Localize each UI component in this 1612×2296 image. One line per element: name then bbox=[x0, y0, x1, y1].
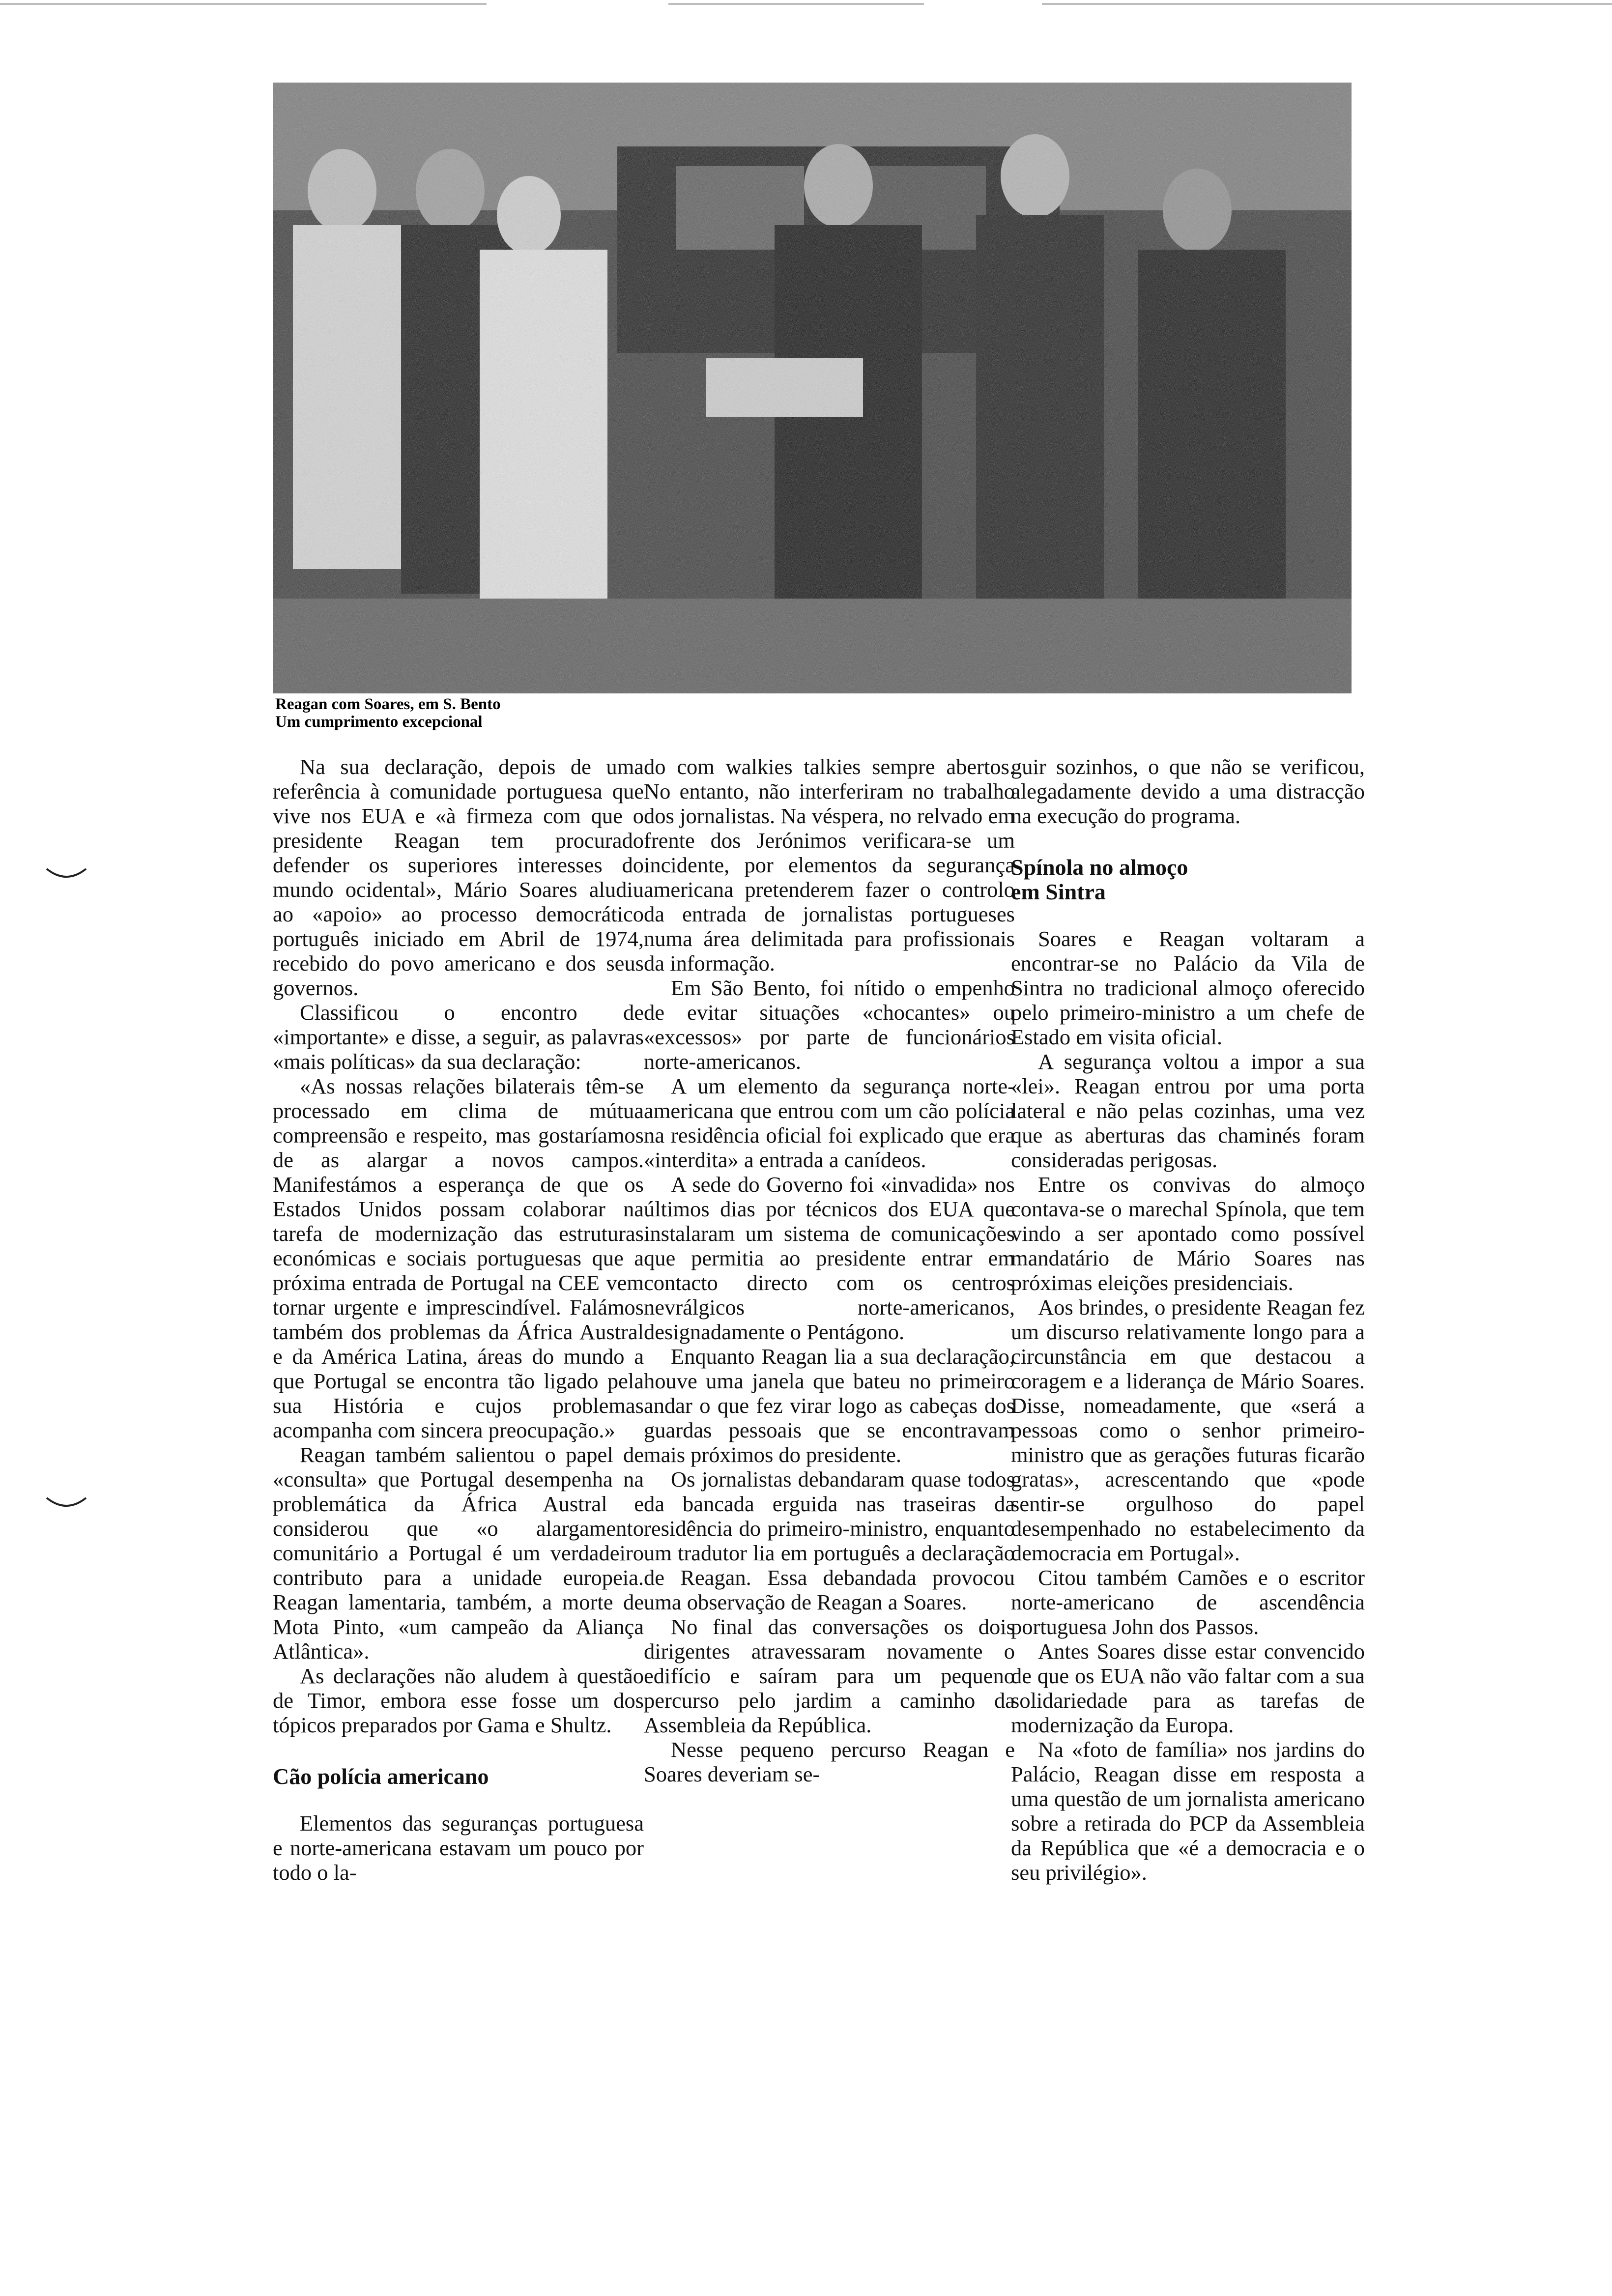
article-paragraph: Entre os convivas do almoço contava-se o marechal Spínola, que tem vindo a ser apontado como possível mandatário de Mário Soares nas próximas eleições presidenciais. bbox=[1011, 1172, 1365, 1295]
article-paragraph: Reagan também salientou o papel de «consulta» que Portugal desempenha na problemática da África Austral e considerou que «o alargamento comunitário a Portugal é um verdadeiro contributo para a unidade europeia. Reagan lamentaria, também, a morte de Mota Pinto, «um campeão da Aliança Atlântica». bbox=[273, 1442, 644, 1664]
scan-border-line bbox=[0, 3, 487, 5]
article-paragraph: A sede do Governo foi «invadida» nos últimos dias por técnicos dos EUA que instalaram um sistema de comunicações que permitia ao presidente entrar em contacto directo com os centros nevrálgicos norte-americanos, designadamente o Pentágono. bbox=[644, 1172, 1015, 1344]
photo-illustration bbox=[273, 83, 1352, 693]
heading-line: em Sintra bbox=[1011, 879, 1106, 904]
article-column-2 bbox=[644, 754, 1015, 1786]
article-paragraph: Citou também Camões e o escritor norte-americano de ascendência portuguesa John dos Passos. bbox=[1011, 1565, 1365, 1639]
article-paragraph: Na «foto de família» nos jardins do Palácio, Reagan disse em resposta a uma questão de um jornalista americano sobre a retirada do PCP da Assembleia da República que «é a democracia e o seu privilégio». bbox=[1011, 1737, 1365, 1885]
article-paragraph-continued: do com walkies talkies sempre abertos. No entanto, não interferiram no trabalho dos jornalistas. Na véspera, no relvado em frente dos Jerónimos verificara-se um incidente, por elementos da segurança americana pretenderem fazer o controlo da entrada de jornalistas portugueses numa área delimitada para profissionais da informação. bbox=[644, 754, 1015, 976]
news-photo bbox=[273, 83, 1352, 693]
article-paragraph: Nesse pequeno percurso Reagan e Soares deveriam se- bbox=[644, 1737, 1015, 1786]
article-paragraph: Em São Bento, foi nítido o empenho de evitar situações «chocantes» ou «excessos» por parte de funcionários norte-americanos. bbox=[644, 976, 1015, 1074]
article-paragraph: Elementos das seguranças portuguesa e norte-americana estavam um pouco por todo o la- bbox=[273, 1811, 644, 1885]
punch-hole-mark bbox=[44, 1494, 88, 1514]
article-paragraph: Enquanto Reagan lia a sua declaração, houve uma janela que bateu no primeiro andar o que fez virar logo as cabeças dos guardas pessoais que se encontravam mais próximos do presidente. bbox=[644, 1344, 1015, 1467]
scan-border-line bbox=[668, 3, 924, 5]
scan-border-line bbox=[1042, 3, 1612, 5]
article-column-1 bbox=[273, 754, 644, 1885]
article-paragraph: Os jornalistas debandaram quase todos da bancada erguida nas traseiras da residência do primeiro-ministro, enquanto um tradutor lia em português a declaração de Reagan. Essa debandada provocou uma observação de Reagan a Soares. bbox=[644, 1467, 1015, 1614]
article-paragraph: No final das conversações os dois dirigentes atravessaram novamente o edifício e saíram para um pequeno percurso pelo jardim a caminho da Assembleia da República. bbox=[644, 1614, 1015, 1737]
article-paragraph: Na sua declaração, depois de uma referência à comunidade portuguesa que vive nos EUA e «à firmeza com que o presidente Reagan tem procurado defender os superiores interesses do mundo ocidental», Mário Soares aludiu ao «apoio» ao processo democrático português iniciado em Abril de 1974, recebido do povo americano e dos seus governos. bbox=[273, 754, 644, 1000]
article-paragraph: Classificou o encontro de «importante» e disse, a seguir, as palavras «mais políticas» da sua declaração: bbox=[273, 1000, 644, 1074]
article-paragraph: Soares e Reagan voltaram a encontrar-se no Palácio da Vila de Sintra no tradicional almoço oferecido pelo primeiro-ministro a um chefe de Estado em visita oficial. bbox=[1011, 926, 1365, 1049]
article-paragraph: Antes Soares disse estar convencido de que os EUA não vão faltar com a sua solidariedade para as tarefas de modernização da Europa. bbox=[1011, 1639, 1365, 1737]
caption-line: Um cumprimento excepcional bbox=[275, 713, 483, 731]
section-heading bbox=[1011, 855, 1365, 904]
article-paragraph-continued: guir sozinhos, o que não se verificou, alegadamente devido a uma distracção na execução do programa. bbox=[1011, 754, 1365, 828]
punch-hole-mark bbox=[44, 865, 88, 885]
photo-caption bbox=[275, 695, 718, 731]
caption-line: Reagan com Soares, em S. Bento bbox=[275, 695, 501, 713]
article-paragraph: A segurança voltou a impor a sua «lei». Reagan entrou por uma porta lateral e não pelas cozinhas, uma vez que as aberturas das chaminés foram consideradas perigosas. bbox=[1011, 1049, 1365, 1172]
article-column-3 bbox=[1011, 754, 1365, 1885]
article-paragraph: As declarações não aludem à questão de Timor, embora esse fosse um dos tópicos preparados por Gama e Shultz. bbox=[273, 1664, 644, 1737]
article-paragraph: A um elemento da segurança norte-americana que entrou com um cão polícia na residência oficial foi explicado que era «interdita» a entrada a canídeos. bbox=[644, 1074, 1015, 1172]
article-paragraph: «As nossas relações bilaterais têm-se processado em clima de mútua compreensão e respeito, mas gostaríamos de as alargar a novos campos. Manifestámos a esperança de que os Estados Unidos possam colaborar na tarefa de modernização das estruturas económicas e sociais portuguesas que a próxima entrada de Portugal na CEE vem tornar urgente e imprescindível. Falámos também dos problemas da África Austral e da América Latina, áreas do mundo a que Portugal se encontra tão ligado pela sua História e cujos problemas acompanha com sincera preocupação.» bbox=[273, 1074, 644, 1442]
article-paragraph: Aos brindes, o presidente Reagan fez um discurso relativamente longo para a circunstância em que destacou a coragem e a liderança de Mário Soares. Disse, nomeadamente, que «será a pessoas como o senhor primeiro-ministro que as gerações futuras ficarão gratas», acrescentando que «pode sentir-se orgulhoso do papel desempenhado no estabelecimento da democracia em Portugal». bbox=[1011, 1295, 1365, 1565]
heading-line: Spínola no almoço bbox=[1011, 855, 1188, 880]
section-heading: Cão polícia americano bbox=[273, 1764, 489, 1789]
